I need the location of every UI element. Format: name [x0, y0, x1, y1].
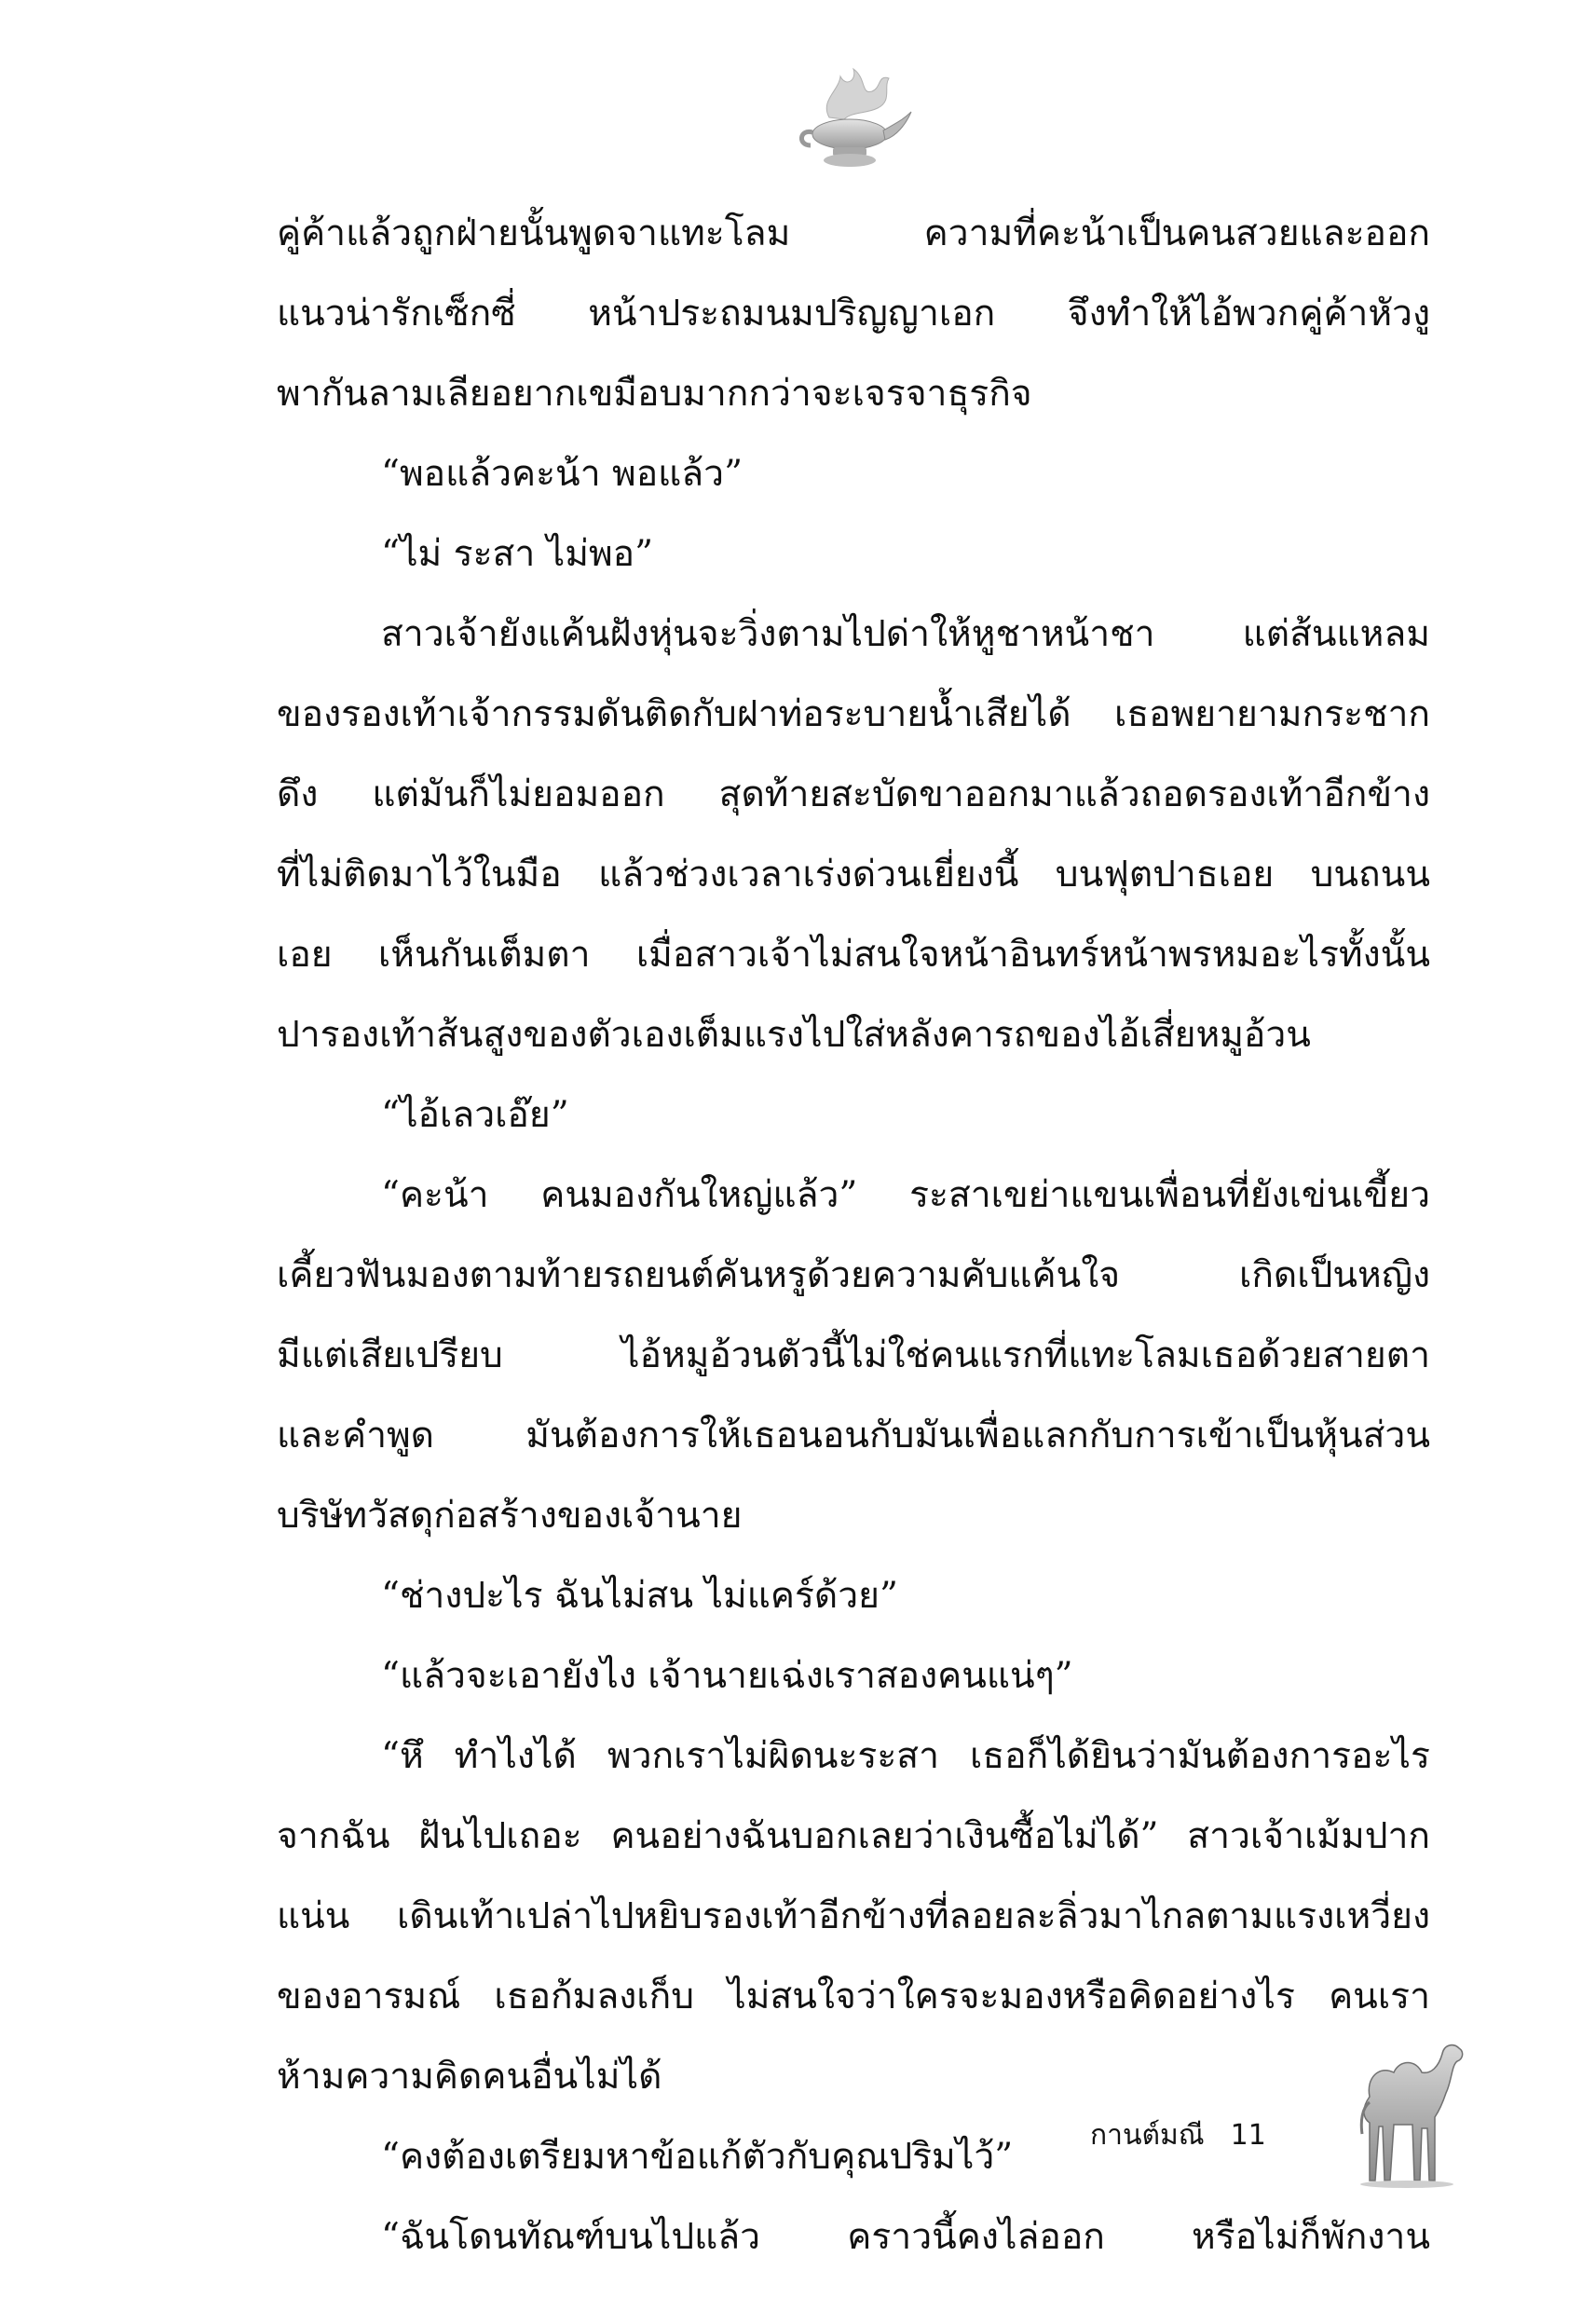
body-text [277, 194, 1430, 2277]
genie-lamp-icon [792, 63, 913, 175]
text-line: พากันลามเลียอยากเขมือบมากกว่าจะเจรจาธุรกิจ [277, 373, 1032, 415]
text-line: มีแต่เสียเปรียบ ไอ้หมูอ้วนตัวนี้ไม่ใช่คนแรกที่แทะโลมเธอด้วยสายตา [277, 1334, 1430, 1376]
text-line: “คะน้า คนมองกันใหญ่แล้ว” ระสาเขย่าแขนเพื่อนที่ยังเข่นเขี้ยว [381, 1174, 1430, 1216]
running-footer-title: กานต์มณี [1090, 2119, 1205, 2152]
text-line: ดึง แต่มันก็ไม่ยอมออก สุดท้ายสะบัดขาออกมาแล้วถอดรองเท้าอีกข้าง [277, 773, 1430, 815]
text-line: “หึ ทำไงได้ พวกเราไม่ผิดนะระสา เธอก็ได้ยินว่ามันต้องการอะไร [381, 1735, 1430, 1777]
text-line: ของรองเท้าเจ้ากรรมดันติดกับฝาท่อระบายน้ำเสียได้ เธอพยายามกระชาก [277, 693, 1430, 735]
text-line: แน่น เดินเท้าเปล่าไปหยิบรองเท้าอีกข้างที่ลอยละลิ่วมาไกลตามแรงเหวี่ยง [277, 1895, 1430, 1937]
text-line: “ฉันโดนทัณฑ์บนไปแล้ว คราวนี้คงไล่ออก หรือไม่ก็พักงาน [381, 2216, 1430, 2258]
text-line: เอย เห็นกันเต็มตา เมื่อสาวเจ้าไม่สนใจหน้าอินทร์หน้าพรหมอะไรทั้งนั้น [277, 934, 1430, 976]
page-number: 11 [1230, 2119, 1266, 2152]
text-line: “ช่างปะไร ฉันไม่สน ไม่แคร์ด้วย” [381, 1575, 898, 1617]
text-line: “ไอ้เลวเอ๊ย” [381, 1094, 569, 1136]
text-line: สาวเจ้ายังแค้นฝังหุ่นจะวิ่งตามไปด่าให้หูชาหน้าชา แต่ส้นแหลม [381, 613, 1430, 655]
text-line: “แล้วจะเอายังไง เจ้านายเฉ่งเราสองคนแน่ๆ” [381, 1655, 1073, 1697]
text-line: ที่ไม่ติดมาไว้ในมือ แล้วช่วงเวลาเร่งด่วนเยี่ยงนี้ บนฟุตปาธเอย บนถนน [277, 854, 1430, 896]
text-line: “คงต้องเตรียมหาข้อแก้ตัวกับคุณปริมไว้” [381, 2136, 1014, 2178]
text-line: เคี้ยวฟันมองตามท้ายรถยนต์คันหรูด้วยความคับแค้นใจ เกิดเป็นหญิง [277, 1254, 1430, 1296]
text-line: “พอแล้วคะน้า พอแล้ว” [381, 453, 743, 495]
text-line: และคำพูด มันต้องการให้เธอนอนกับมันเพื่อแลกกับการเข้าเป็นหุ้นส่วน [277, 1415, 1430, 1456]
text-line: แนวน่ารักเซ็กซี่ หน้าประถมนมปริญญาเอก จึงทำให้ไอ้พวกคู่ค้าหัวงู [277, 293, 1430, 335]
camel-icon [1342, 2031, 1472, 2190]
text-line: บริษัทวัสดุก่อสร้างของเจ้านาย [277, 1495, 743, 1537]
text-line: คู่ค้าแล้วถูกฝ่ายนั้นพูดจาแทะโลม ความที่คะน้าเป็นคนสวยและออก [277, 212, 1430, 254]
text-line: ของอารมณ์ เธอก้มลงเก็บ ไม่สนใจว่าใครจะมองหรือคิดอย่างไร คนเรา [277, 1976, 1430, 2017]
text-line: ปารองเท้าส้นสูงของตัวเองเต็มแรงไปใส่หลังคารถของไอ้เสี่ยหมูอ้วน [277, 1014, 1311, 1056]
page-footer [1090, 2117, 1266, 2154]
text-line: จากฉัน ฝันไปเถอะ คนอย่างฉันบอกเลยว่าเงินซื้อไม่ได้” สาวเจ้าเม้มปาก [277, 1815, 1430, 1857]
text-line: “ไม่ ระสา ไม่พอ” [381, 533, 654, 575]
text-line: ห้ามความคิดคนอื่นไม่ได้ [277, 2056, 662, 2098]
